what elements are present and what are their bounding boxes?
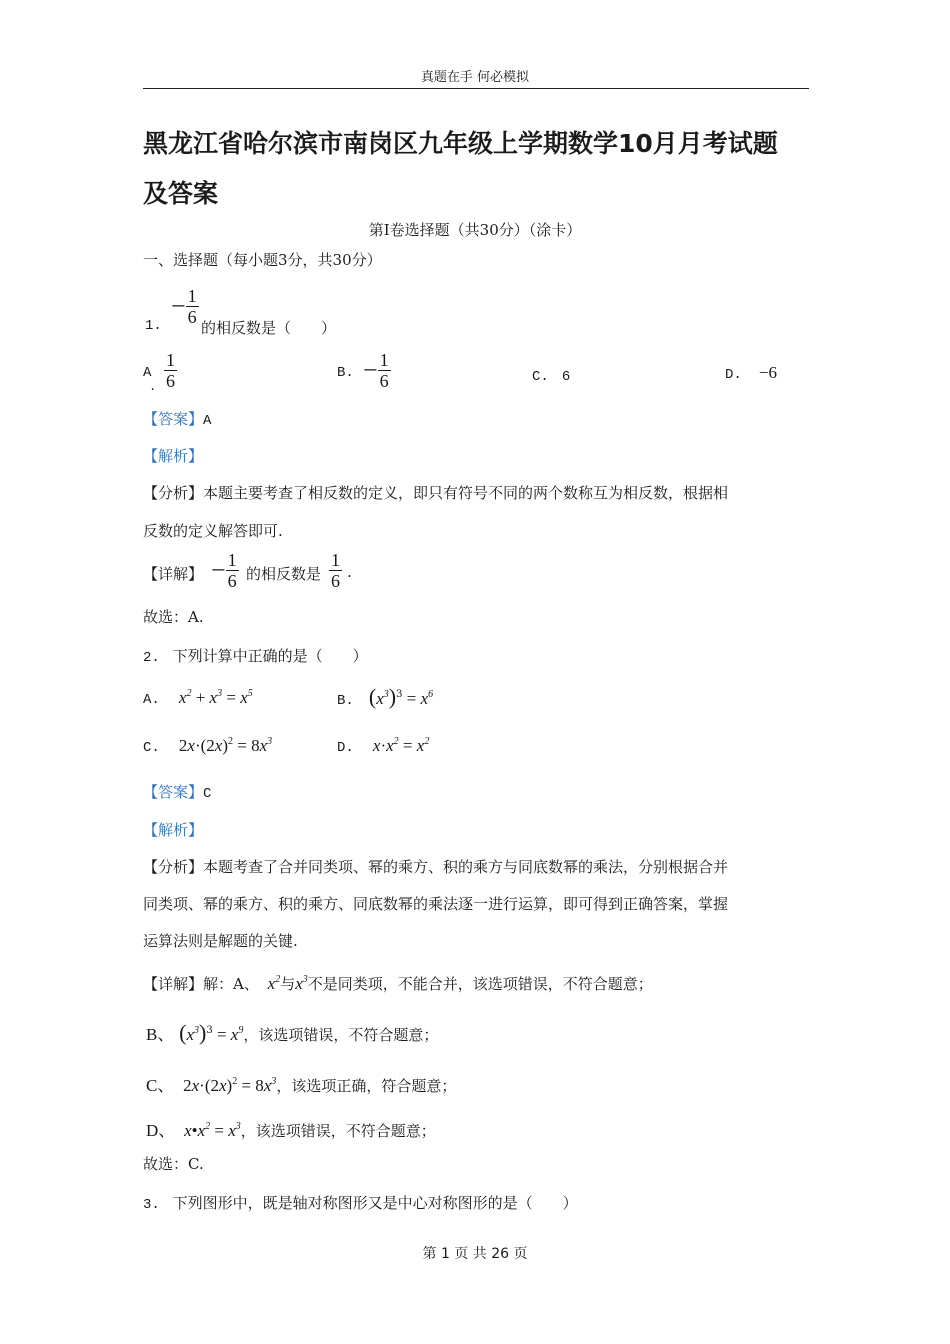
doc-title-line1: 黑龙江省哈尔滨市南岗区九年级上学期数学10月月考试题 <box>143 129 778 158</box>
q2-fenxi-line2: 同类项、幂的乘方、积的乘方、同底数幂的乘法逐一进行运算，即可得到正确答案，掌握 <box>143 895 729 913</box>
q2-detail-a: 【详解】解：A、 $x^2$与$x^3$不是同类项，不能合并，该选项错误，不符合题意； <box>143 974 653 993</box>
part-heading: 一、选择题（每小题3分，共30分） <box>143 251 382 269</box>
doc-title-line2: 及答案 <box>143 179 219 208</box>
q2-option-d: D. $x\cdot x^2 = x^2$ <box>337 736 430 756</box>
q1-fenxi-line2: 反数的定义解答即可. <box>143 522 283 540</box>
q2-fenxi-line3: 运算法则是解题的关键. <box>143 932 298 950</box>
q2-detail-c: C、 $2x\cdot(2x)^2 = 8x^3$，该选项正确，符合题意； <box>146 1076 457 1095</box>
q1-option-d: D. −6 <box>725 363 777 383</box>
q2-answer: 【答案】C <box>143 783 212 802</box>
q2-fenxi-line1: 【分析】本题考查了合并同类项、幂的乘方、积的乘方与同底数幂的乘法，分别根据合并 <box>143 858 729 876</box>
q1-number: 1. <box>145 318 162 334</box>
page-header: 真题在手 何必模拟 <box>420 70 530 85</box>
q2-option-b: B. $(x^3)^3 = x^6$ <box>337 684 434 709</box>
q2-detail-b: B、 $(x^3)^3 = x^9$，该选项错误，不符合题意； <box>146 1020 439 1045</box>
q1-option-c: C. 6 <box>532 369 571 385</box>
q2-analysis-tag: 【解析】 <box>143 821 204 839</box>
q1-choose: 故选：A. <box>143 608 204 626</box>
q1-stem: 的相反数是（ ） <box>201 319 337 337</box>
question-2: 2. 下列计算中正确的是（ ） <box>143 647 368 666</box>
q1-fenxi-line1: 【分析】本题主要考查了相反数的定义，即只有符号不同的两个数称互为相反数，根据相 <box>143 484 729 502</box>
q2-choose: 故选：C. <box>143 1155 204 1173</box>
section-heading: 第Ⅰ卷选择题（共30分）（涂卡） <box>368 221 582 239</box>
question-3: 3. 下列图形中，既是轴对称图形又是中心对称图形的是（ ） <box>143 1194 578 1213</box>
page-footer: 第 1 页 共 26 页 <box>422 1246 528 1262</box>
header-rule <box>143 88 809 89</box>
q2-option-c: C. $2x\cdot(2x)^2 = 8x^3$ <box>143 736 273 756</box>
q2-option-a: A. $x^2 + x^3 = x^5$ <box>143 688 253 708</box>
q2-detail-d: D、 $x•x^2 = x^3$，该选项错误，不符合题意； <box>146 1121 436 1140</box>
q1-answer: 【答案】A <box>143 410 212 429</box>
q1-fraction: − $\frac{1}{6}$ <box>171 286 197 327</box>
q1-analysis-tag: 【解析】 <box>143 447 204 465</box>
